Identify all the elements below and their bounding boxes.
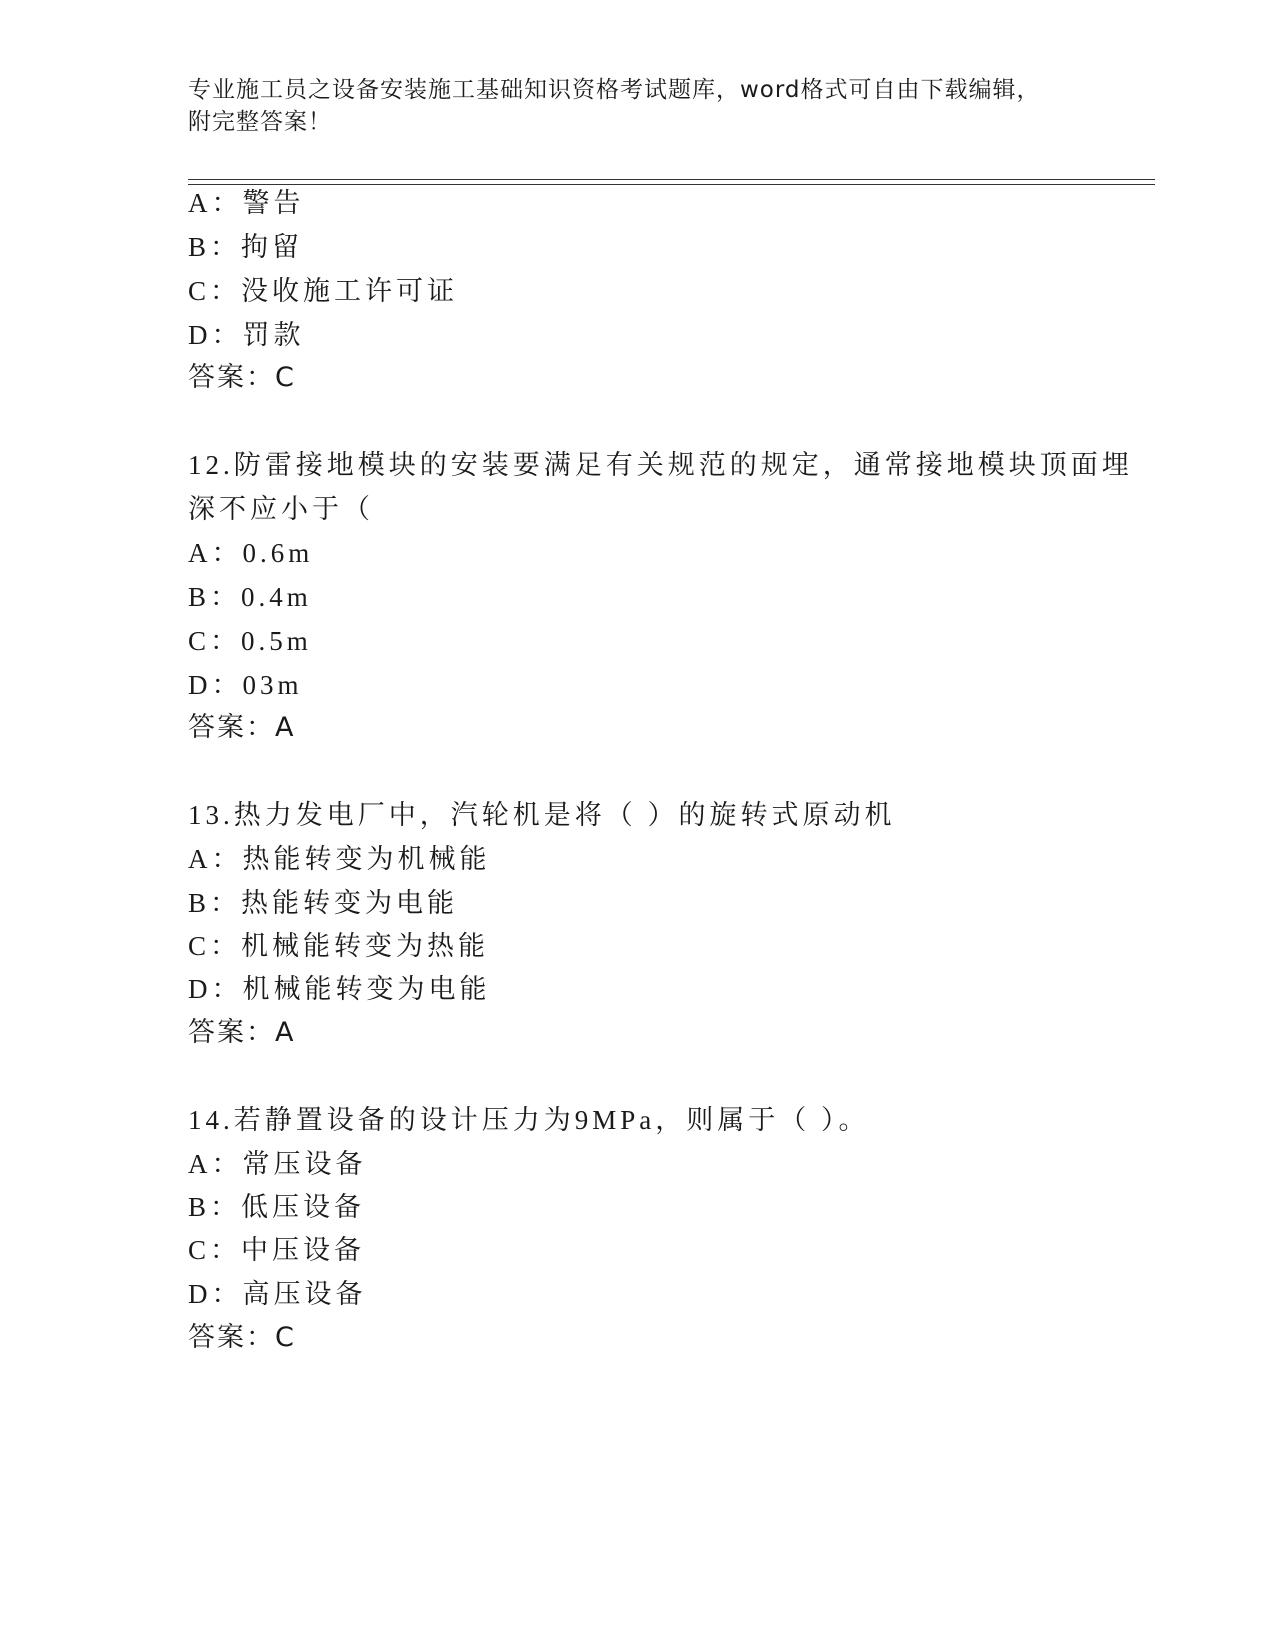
- question-stem-line-1: 13.热力发电厂中，汽轮机是将（ ）的旋转式原动机: [188, 800, 896, 830]
- option-c: C：没收施工许可证: [188, 276, 459, 306]
- option-b: B：热能转变为电能: [188, 888, 459, 918]
- header-divider-bottom: [188, 184, 1155, 185]
- answer-line: 答案：A: [188, 712, 296, 743]
- option-d: D：高压设备: [188, 1279, 367, 1309]
- option-d: D：罚款: [188, 320, 305, 350]
- question-stem-line-1: 14.若静置设备的设计压力为9MPa，则属于（ ）。: [188, 1105, 870, 1135]
- option-a: A：热能转变为机械能: [188, 844, 491, 874]
- header-line-2: 附完整答案！: [188, 109, 332, 135]
- option-c: C：机械能转变为热能: [188, 931, 490, 961]
- option-b: B：低压设备: [188, 1192, 366, 1222]
- option-a: A：0.6m: [188, 538, 314, 568]
- answer-line: 答案：C: [188, 362, 296, 393]
- document-header: [188, 74, 1088, 138]
- header-divider-top: [188, 179, 1155, 180]
- option-d: D：03m: [188, 670, 303, 700]
- option-a: A：警告: [188, 188, 305, 218]
- option-b: B：0.4m: [188, 582, 312, 612]
- question-stem-line-1: 12.防雷接地模块的安装要满足有关规范的规定，通常接地模块顶面埋: [188, 450, 1133, 480]
- option-d: D：机械能转变为电能: [188, 974, 491, 1004]
- header-line-1: 专业施工员之设备安装施工基础知识资格考试题库，word格式可自由下载编辑，: [188, 77, 1041, 103]
- answer-line: 答案：A: [188, 1017, 296, 1048]
- option-c: C：中压设备: [188, 1235, 366, 1265]
- question-stem-line-2: 深不应小于（: [188, 494, 374, 524]
- answer-line: 答案：C: [188, 1322, 296, 1353]
- option-a: A：常压设备: [188, 1149, 367, 1179]
- option-c: C：0.5m: [188, 626, 312, 656]
- option-b: B：拘留: [188, 232, 304, 262]
